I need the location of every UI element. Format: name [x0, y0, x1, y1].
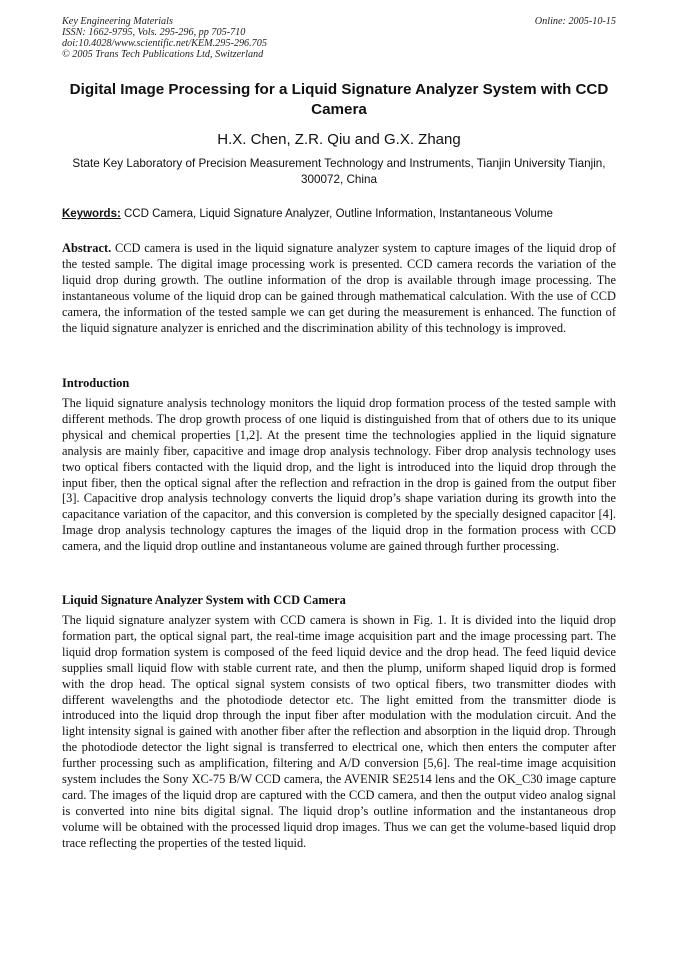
keywords — [62, 206, 616, 222]
keywords-label: Keywords: — [62, 208, 121, 220]
section-heading-introduction: Introduction — [62, 376, 130, 390]
affiliation: State Key Laboratory of Precision Measurement Technology and Instruments, Tianjin University Tianjin, 300072, China — [72, 157, 606, 186]
journal-name: Key Engineering Materials — [62, 16, 173, 27]
system-paragraph: The liquid signature analyzer system with CCD camera is shown in Fig. 1. It is divided into the liquid drop formation part, the optical signal part, the real-time image acquisition part and the image processing part. The liquid drop formation system is composed of the feed liquid device and the drop head. The feed liquid device supplies small liquid flow with stable current rate, and then the plump, uniform shaped liquid drop is formed with the drop head. The optical signal system consists of two optical fibers, two transmitter diodes with different wavelengths and the photodiode detector etc. The light emitted from the transmitter diode is introduced into the liquid drop through the input fiber after modulation with the modulation circuit. And the light intensity signal is gained with another fiber after the reflection and absorption in the liquid drop. Through the photodiode detector the light signal is transferred to electrical one, which then enters the computer after further processing such as amplification, filtering and A/D conversion [5,6]. The real-time image acquisition system includes the Sony XC-75 B/W CCD camera, the AVENIR SE2514 lens and the OK_C30 image capture card. The images of the liquid drop are captured with the CCD camera, and then the output video analog signal is converted into nine bits digital signal. The liquid drop’s outline information and the instantaneous drop volume will be obtained with the processed liquid drop images. Thus we can get the volume-based liquid drop trace reflecting the properties of the tested liquid. — [62, 613, 616, 850]
online-date: Online: 2005-10-15 — [534, 16, 616, 27]
abstract — [62, 241, 616, 336]
doi-line: doi:10.4028/www.scientific.net/KEM.295-296.705 — [62, 38, 267, 49]
keywords-text: CCD Camera, Liquid Signature Analyzer, Outline Information, Instantaneous Volume — [120, 208, 553, 220]
paper-authors: H.X. Chen, Z.R. Qiu and G.X. Zhang — [217, 131, 461, 148]
copyright-line: © 2005 Trans Tech Publications Ltd, Switzerland — [62, 49, 264, 60]
journal-metadata — [62, 16, 616, 60]
paper-title: Digital Image Processing for a Liquid Signature Analyzer System with CCD Camera — [69, 81, 609, 118]
abstract-label: Abstract. — [62, 241, 112, 255]
issn-line: ISSN: 1662-9795, Vols. 295-296, pp 705-710 — [62, 27, 246, 38]
abstract-text: CCD camera is used in the liquid signature analyzer system to capture images of the liquid drop of the tested sample. The digital image processing work is presented. CCD camera records the variation of the liquid drop during growth. The outline information of the drop is available through image processing. The instantaneous volume of the liquid drop can be gained through mathematical calculation. With the use of CCD camera, the information of the tested sample we can get during the measurement is enhanced. The function of the liquid signature analyzer is enriched and the discrimination ability of this technology is improved. — [62, 241, 616, 335]
introduction-paragraph: The liquid signature analysis technology monitors the liquid drop formation process of the tested sample with different methods. The drop growth process of one liquid is distinguished from that of others due to its unique physical and chemical properties [1,2]. At the present time the technologies applied in the liquid signature analysis are mainly fiber, capacitive and image drop analysis technology. Fiber drop analysis technology uses two optical fibers contacted with the liquid drop, and the light is introduced into the liquid drop through the input fiber, then the optical signal after the reflection and refraction in the drop is gained from the output fiber [3]. Capacitive drop analysis technology converts the liquid drop’s shape variation during its growth into the capacitance variation of the capacitor, and this conversion is completed by the specially designed capacitor [4]. Image drop analysis technology captures the images of the liquid drop in the formation process with CCD camera, and the liquid drop outline and instantaneous volume are gained through further processing. — [62, 396, 616, 554]
section-heading-system: Liquid Signature Analyzer System with CCD Camera — [62, 593, 346, 607]
